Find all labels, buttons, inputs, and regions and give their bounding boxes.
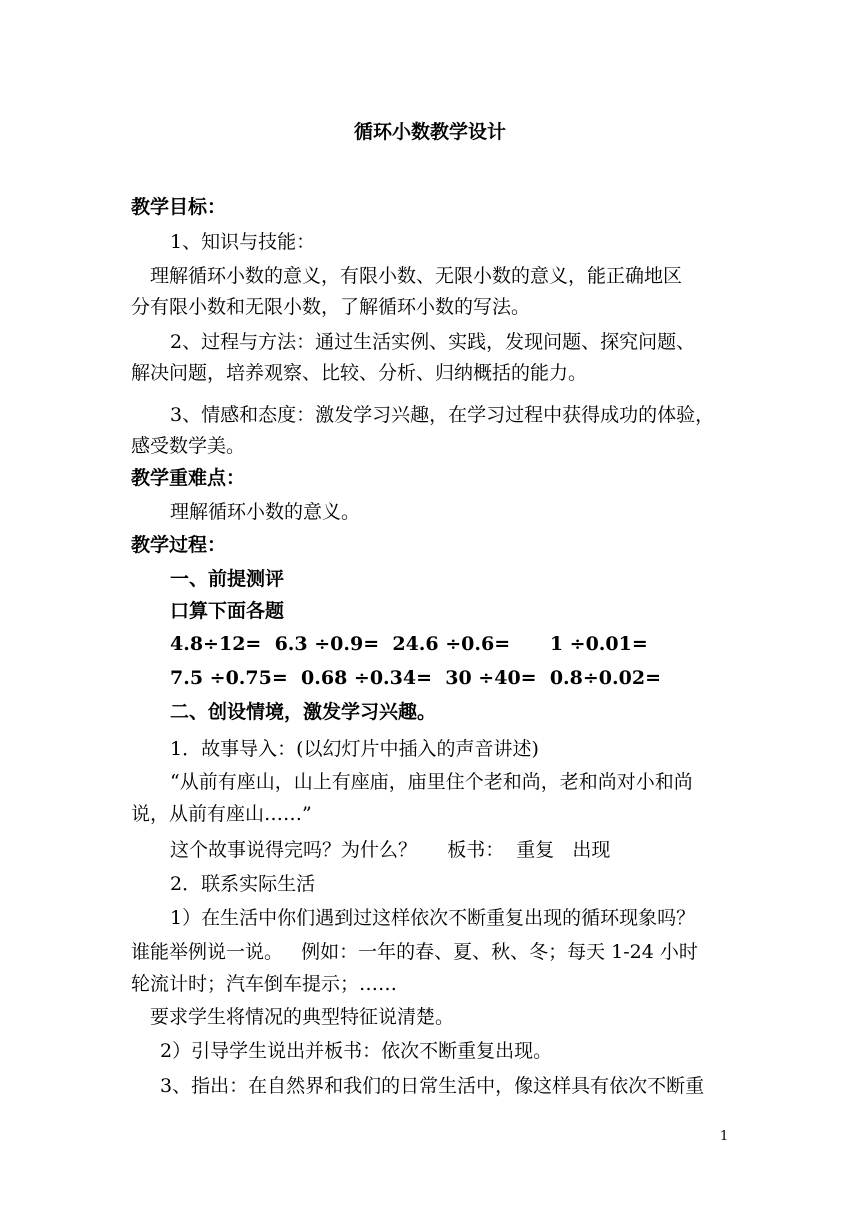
requirement-line: 要求学生将情况的典型特征说清楚。 (150, 1006, 455, 1028)
math-problems-row-2: 7.5 ÷0.75= 0.68 ÷0.34= 30 ÷40= 0.8÷0.02= (170, 667, 661, 689)
story-question-line: 这个故事说得完吗？为什么？ 板书： 重复 出现 (170, 839, 611, 861)
objective-1-text-line-2: 分有限小数和无限小数，了解循环小数的写法。 (131, 296, 531, 318)
objective-2-line-1: 2、过程与方法：通过生活实例、实践，发现问题、探究问题、 (170, 331, 696, 353)
heading-teaching-process: 教学过程： (131, 534, 227, 556)
heading-teaching-objectives: 教学目标： (131, 196, 227, 218)
guide-line: 2）引导学生说出并板书：依次不断重复出现。 (160, 1040, 553, 1062)
section-1-heading: 一、前提测评 (170, 568, 285, 590)
page-number: 1 (720, 1129, 729, 1144)
math-problems-row-1: 4.8÷12= 6.3 ÷0.9= 24.6 ÷0.6= 1 ÷0.01= (170, 633, 648, 655)
section-2-heading: 二、创设情境，激发学习兴趣。 (170, 701, 437, 723)
objective-3-line-2: 感受数学美。 (131, 435, 246, 457)
objective-1-text-line-1: 理解循环小数的意义，有限小数、无限小数的意义，能正确地区 (150, 265, 683, 287)
story-intro-line: 1．故事导入：(以幻灯片中插入的声音讲述) (170, 738, 539, 760)
story-quote-line-1: “从前有座山，山上有座庙，庙里住个老和尚，老和尚对小和尚 (170, 771, 693, 793)
key-points-text: 理解循环小数的意义。 (170, 501, 361, 523)
heading-key-points: 教学重难点： (131, 467, 246, 489)
objective-2-line-2: 解决问题，培养观察、比较、分析、归纳概括的能力。 (131, 362, 588, 384)
real-life-question-line-3: 轮流计时；汽车倒车提示；…… (131, 973, 398, 995)
mental-math-heading: 口算下面各题 (170, 600, 285, 622)
real-life-heading: 2．联系实际生活 (170, 873, 316, 895)
document-title: 循环小数教学设计 (353, 121, 506, 143)
story-quote-line-2: 说，从前有座山……” (131, 803, 312, 825)
objective-3-line-1: 3、情感和态度：激发学习兴趣，在学习过程中获得成功的体验， (170, 404, 715, 426)
real-life-question-line-2: 谁能举例说一说。 例如：一年的春、夏、秋、冬；每天 1-24 小时 (131, 941, 698, 963)
real-life-question-line-1: 1）在生活中你们遇到过这样依次不断重复出现的循环现象吗？ (170, 907, 696, 929)
objective-1-heading: 1、知识与技能： (170, 231, 316, 253)
point-out-line: 3、指出：在自然界和我们的日常生活中，像这样具有依次不断重 (160, 1075, 705, 1097)
